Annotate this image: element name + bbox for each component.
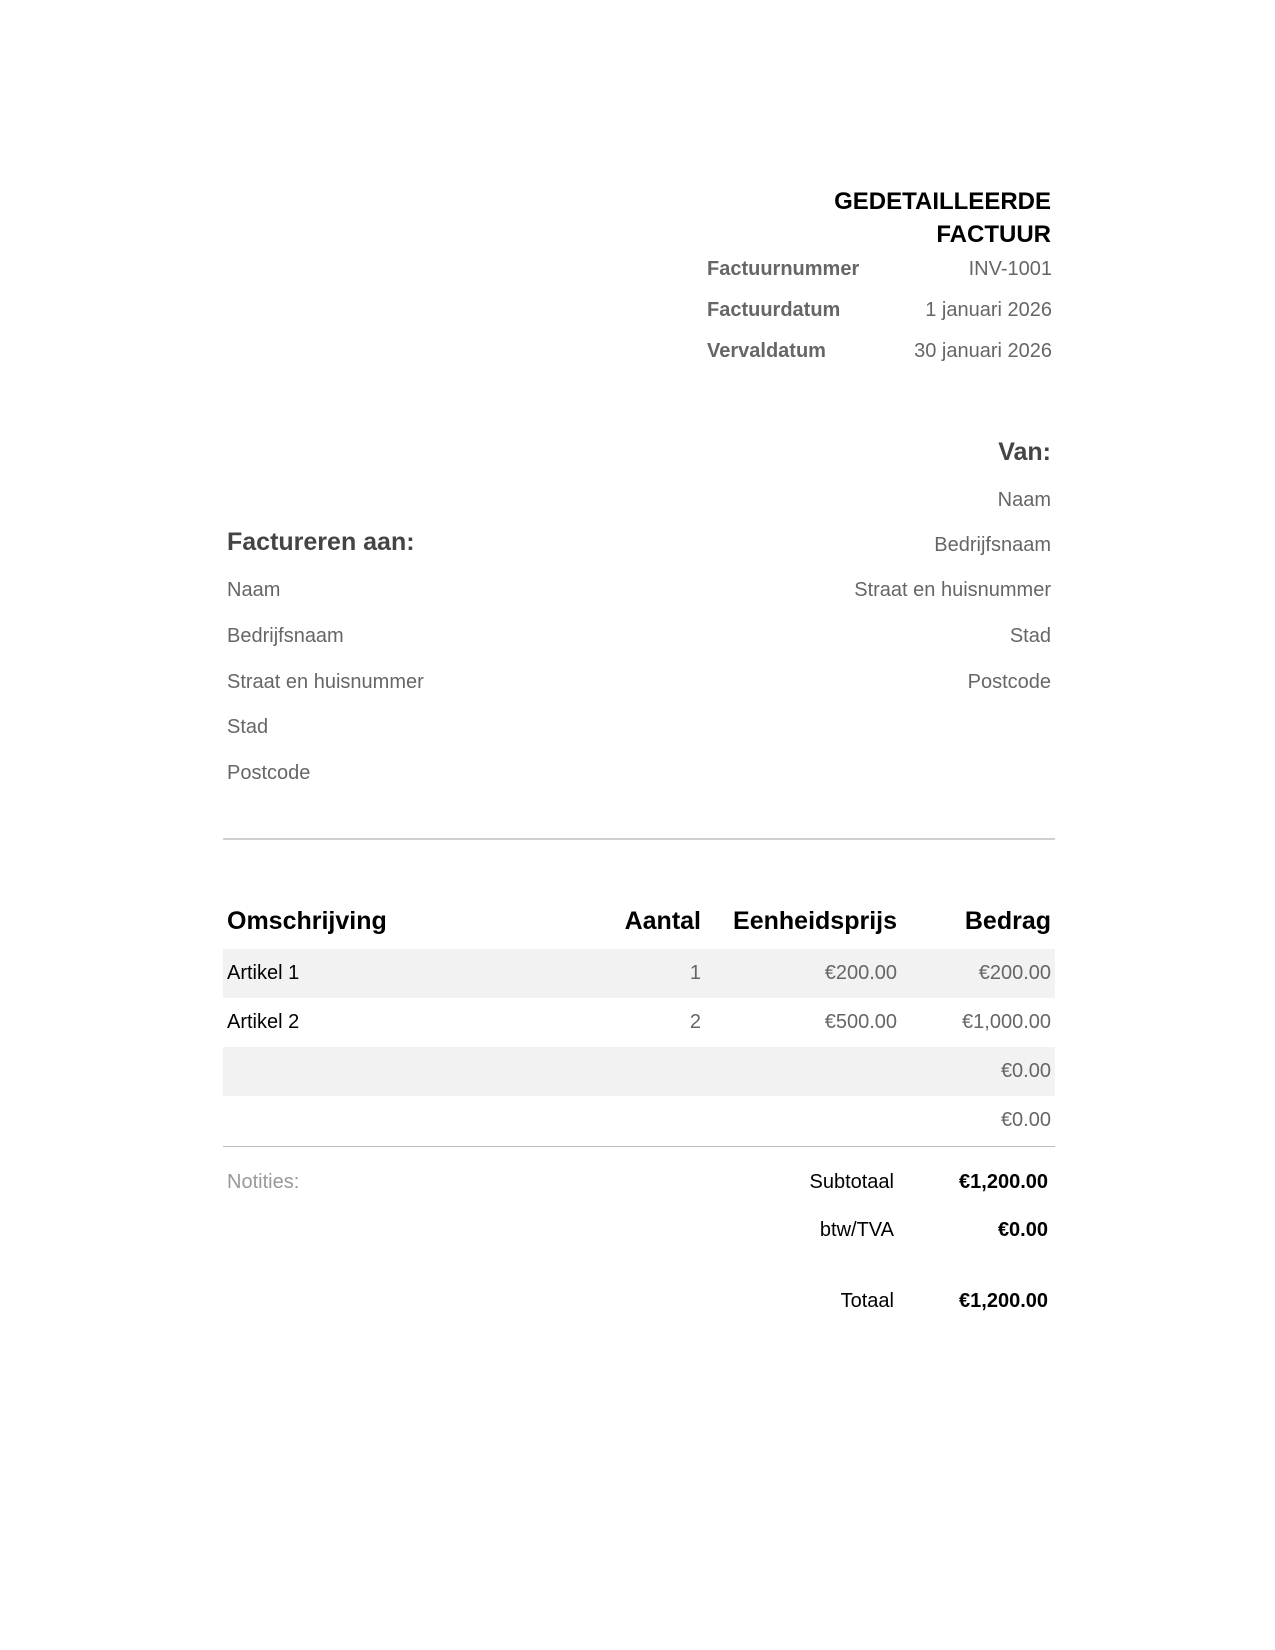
- bill-to-city: Stad: [227, 716, 269, 738]
- invoice-number-label: Factuurnummer: [707, 258, 860, 280]
- row-description: Artikel 1: [227, 962, 300, 984]
- row-description: Artikel 2: [227, 1011, 300, 1033]
- invoice-date-label: Factuurdatum: [707, 299, 841, 321]
- tax-label: btw/TVA: [819, 1219, 894, 1241]
- table-header: [223, 900, 1055, 949]
- from-street: Straat en huisnummer: [854, 579, 1051, 601]
- table-bottom-rule: [223, 1146, 1055, 1147]
- from-heading: Van:: [998, 438, 1051, 466]
- row-amount: €200.00: [978, 962, 1051, 984]
- table-row: [223, 998, 1055, 1047]
- invoice-title-line-1: GEDETAILLEERDE: [834, 188, 1051, 215]
- from-postcode: Postcode: [967, 671, 1051, 693]
- header-unit-price: Eenheidsprijs: [733, 907, 897, 935]
- bill-to-company: Bedrijfsnaam: [227, 625, 344, 647]
- row-amount: €0.00: [1000, 1060, 1051, 1082]
- section-divider: [223, 838, 1055, 840]
- invoice-number-value: INV-1001: [968, 258, 1052, 280]
- due-date-row: [707, 340, 1052, 370]
- bill-to-heading: Factureren aan:: [227, 528, 415, 556]
- bill-to-name: Naam: [227, 579, 281, 601]
- header-quantity: Aantal: [624, 907, 701, 935]
- from-company: Bedrijfsnaam: [934, 534, 1051, 556]
- table-row: [223, 1047, 1055, 1096]
- row-amount: €1,000.00: [962, 1011, 1051, 1033]
- due-date-label: Vervaldatum: [707, 340, 826, 362]
- row-quantity: 2: [689, 1011, 701, 1033]
- row-unit-price: €200.00: [824, 962, 897, 984]
- notes-label: Notities:: [227, 1171, 300, 1193]
- subtotal-value: €1,200.00: [959, 1171, 1048, 1193]
- invoice-title-line-2: FACTUUR: [936, 221, 1051, 248]
- line-items-table: [223, 900, 1055, 1145]
- invoice-date-row: [707, 299, 1052, 329]
- bill-to-postcode: Postcode: [227, 762, 311, 784]
- table-row: [223, 949, 1055, 998]
- total-value: €1,200.00: [959, 1290, 1048, 1312]
- tax-value: €0.00: [997, 1219, 1048, 1241]
- row-amount: €0.00: [1000, 1109, 1051, 1131]
- table-row: [223, 1096, 1055, 1145]
- due-date-value: 30 januari 2026: [914, 340, 1052, 362]
- invoice-date-value: 1 januari 2026: [925, 299, 1052, 321]
- total-label: Totaal: [840, 1290, 894, 1312]
- from-name: Naam: [997, 489, 1051, 511]
- row-quantity: 1: [689, 962, 701, 984]
- header-amount: Bedrag: [964, 907, 1051, 935]
- bill-to-street: Straat en huisnummer: [227, 671, 424, 693]
- from-city: Stad: [1009, 625, 1051, 647]
- row-unit-price: €500.00: [824, 1011, 897, 1033]
- subtotal-label: Subtotaal: [809, 1171, 894, 1193]
- header-description: Omschrijving: [227, 907, 387, 935]
- invoice-number-row: [707, 258, 1052, 288]
- invoice-title: [651, 185, 1051, 251]
